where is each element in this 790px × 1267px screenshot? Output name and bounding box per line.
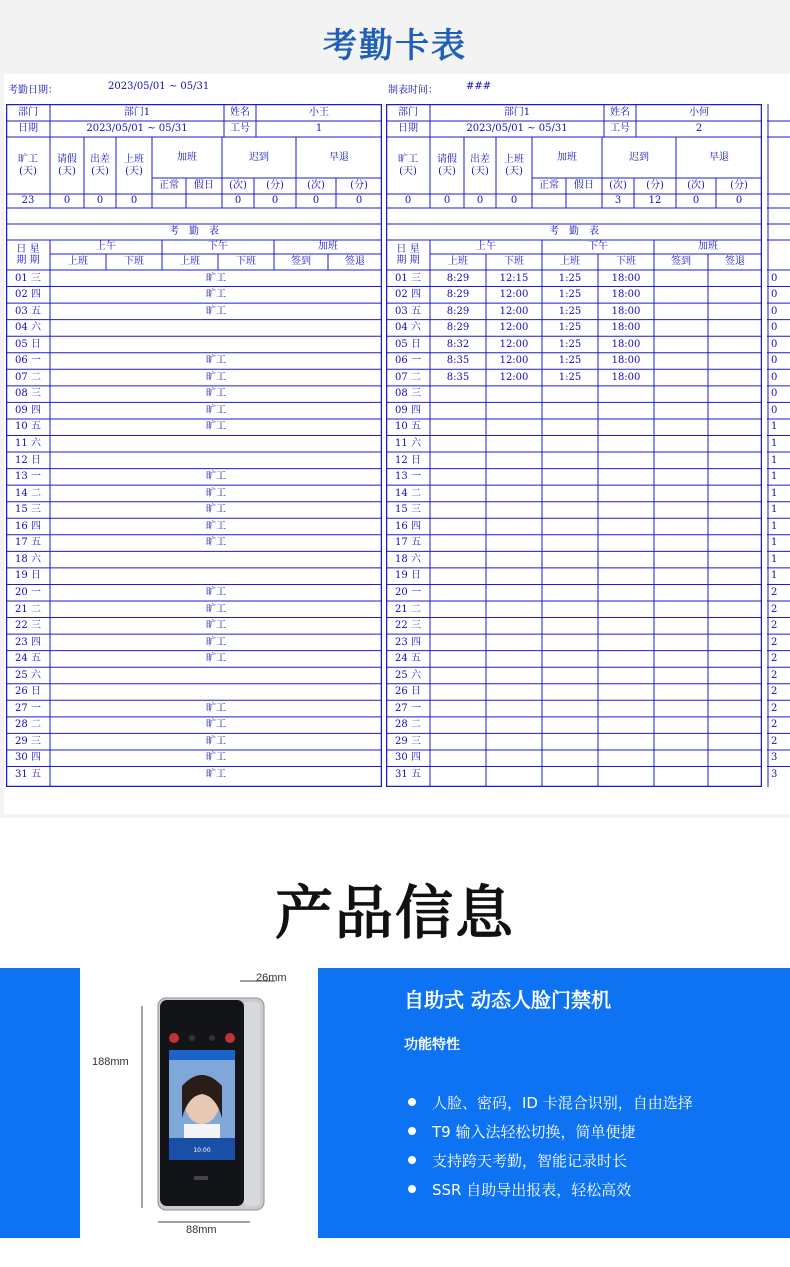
overtime-holiday-header: 假日 — [574, 180, 594, 192]
feature-section-title: 功能特性 — [404, 1037, 460, 1053]
day-label: 18 六 — [15, 553, 41, 565]
absence-mark: 旷工 — [206, 586, 226, 598]
absence-mark: 旷工 — [206, 355, 226, 367]
clock-out-am-header: 下班 — [124, 256, 144, 268]
absence-mark: 旷工 — [206, 769, 226, 781]
partial-day-label: 0 — [771, 305, 778, 317]
absence-mark — [50, 436, 382, 453]
name-value: 小王 — [309, 106, 329, 118]
day-label: 05 日 — [395, 338, 421, 350]
product-feature-panel — [318, 968, 790, 1238]
morning-header: 上午 — [96, 241, 116, 253]
partial-day-label: 2 — [771, 586, 778, 598]
absence-mark: 旷工 — [206, 388, 226, 400]
day-label: 06 一 — [395, 355, 421, 367]
time-cell: 1:25 — [558, 305, 582, 317]
day-weekday-header: 日 星 期 期 — [16, 243, 40, 266]
trip-days-header: 出差 (天) — [90, 154, 110, 177]
absence-mark: 旷工 — [206, 620, 226, 632]
summary-cell: 0 — [312, 195, 320, 207]
day-label: 28 二 — [395, 719, 421, 731]
day-label: 25 六 — [15, 669, 41, 681]
day-label: 01 三 — [395, 272, 421, 284]
day-label: 03 五 — [15, 305, 41, 317]
height-dimension: 188mm — [92, 1056, 129, 1068]
absence-mark — [50, 568, 382, 585]
bullet-icon — [408, 1098, 416, 1106]
summary-cell: 0 — [271, 195, 279, 207]
afternoon-header: 下午 — [208, 241, 228, 253]
partial-day-label: 0 — [771, 322, 778, 334]
absence-mark: 旷工 — [206, 371, 226, 383]
summary-cell: 0 — [443, 195, 451, 207]
late-minutes-header: (分) — [646, 180, 664, 192]
absence-mark — [50, 684, 382, 701]
time-cell: 18:00 — [611, 322, 641, 334]
partial-day-label: 0 — [771, 355, 778, 367]
summary-cell: 12 — [648, 195, 662, 207]
day-label: 08 三 — [15, 388, 41, 400]
absence-mark: 旷工 — [206, 653, 226, 665]
absence-mark — [50, 551, 382, 568]
summary-cell: 0 — [234, 195, 242, 207]
early-count-header: (次) — [307, 180, 325, 192]
early-leave-header: 早退 — [329, 151, 349, 163]
leave-days-header: 请假 (天) — [57, 154, 77, 177]
partial-day-label: 2 — [771, 735, 778, 747]
day-label: 07 二 — [15, 371, 41, 383]
day-label: 16 四 — [395, 520, 421, 532]
day-label: 14 二 — [15, 487, 41, 499]
day-label: 24 五 — [395, 653, 421, 665]
partial-day-label: 0 — [771, 338, 778, 350]
clock-in-am-header: 上班 — [448, 256, 468, 268]
time-cell: 1:25 — [558, 338, 582, 350]
overtime-sign-in-header: 签到 — [671, 256, 691, 268]
summary-cell — [566, 194, 602, 208]
day-label: 11 六 — [395, 438, 421, 450]
time-cell: 1:25 — [558, 289, 582, 301]
late-count-header: (次) — [609, 180, 627, 192]
summary-cell: 0 — [735, 195, 743, 207]
dept-value: 部门1 — [503, 106, 531, 118]
trip-days-header: 出差 (天) — [470, 154, 490, 177]
summary-cell: 0 — [355, 195, 363, 207]
time-cell: 1:25 — [558, 322, 582, 334]
sheet-title: 考 勤 表 — [169, 226, 219, 238]
partial-day-label: 0 — [771, 289, 778, 301]
summary-cell: 0 — [692, 195, 700, 207]
day-label: 26 日 — [15, 686, 41, 698]
summary-cell: 0 — [510, 195, 518, 207]
clock-out-am-header: 下班 — [504, 256, 524, 268]
day-label: 12 日 — [395, 454, 421, 466]
clock-out-pm-header: 下班 — [616, 256, 636, 268]
day-label: 09 四 — [15, 404, 41, 416]
day-label: 19 日 — [15, 570, 41, 582]
partial-day-label: 1 — [771, 520, 778, 532]
day-label: 29 三 — [15, 735, 41, 747]
day-label: 28 二 — [15, 719, 41, 731]
morning-header: 上午 — [476, 241, 496, 253]
summary-cell: 0 — [96, 195, 104, 207]
id-label: 工号 — [610, 123, 630, 135]
partial-day-label: 0 — [771, 272, 778, 284]
partial-day-label: 1 — [771, 454, 778, 466]
day-label: 20 一 — [395, 586, 421, 598]
day-label: 09 四 — [395, 404, 421, 416]
dept-label: 部门 — [18, 106, 38, 118]
blue-accent-left — [0, 968, 80, 1238]
partial-day-label: 0 — [771, 404, 778, 416]
absence-mark — [50, 320, 382, 337]
partial-day-label: 2 — [771, 620, 778, 632]
clock-in-pm-header: 上班 — [560, 256, 580, 268]
overtime-sign-in-header: 签到 — [291, 256, 311, 268]
time-cell: 18:00 — [611, 289, 641, 301]
absent-days-header: 旷工 (天) — [18, 154, 38, 177]
summary-cell: 23 — [21, 195, 35, 207]
bullet-icon — [408, 1127, 416, 1135]
partial-day-label: 1 — [771, 421, 778, 433]
day-label: 25 六 — [395, 669, 421, 681]
partial-day-label: 2 — [771, 669, 778, 681]
partial-day-label: 2 — [771, 653, 778, 665]
partial-day-label: 2 — [771, 603, 778, 615]
day-label: 03 五 — [395, 305, 421, 317]
day-label: 23 四 — [15, 636, 41, 648]
absence-mark — [50, 452, 382, 469]
day-label: 04 六 — [395, 322, 421, 334]
day-label: 01 三 — [15, 272, 41, 284]
id-value: 1 — [315, 123, 323, 135]
time-cell: 8:35 — [446, 355, 470, 367]
id-value: 2 — [695, 123, 703, 135]
overtime-sign-out-header: 签退 — [725, 256, 745, 268]
name-label: 姓名 — [610, 106, 630, 118]
partial-day-label: 3 — [771, 752, 778, 764]
early-minutes-header: (分) — [730, 180, 748, 192]
overtime-sign-out-header: 签退 — [345, 256, 365, 268]
time-cell: 18:00 — [611, 355, 641, 367]
late-header: 迟到 — [629, 151, 649, 163]
screen-clock: 10:00 — [193, 1147, 211, 1154]
day-label: 17 五 — [395, 537, 421, 549]
sheet-title: 考 勤 表 — [549, 226, 599, 238]
partial-day-label: 2 — [771, 719, 778, 731]
clock-in-pm-header: 上班 — [180, 256, 200, 268]
feature-item: T9 输入法轻松切换，简单便捷 — [432, 1123, 636, 1141]
overtime-section-header: 加班 — [318, 241, 338, 253]
day-label: 18 六 — [395, 553, 421, 565]
overtime-header: 加班 — [177, 151, 197, 163]
day-label: 26 日 — [395, 686, 421, 698]
partial-day-label: 2 — [771, 686, 778, 698]
day-label: 02 四 — [15, 289, 41, 301]
clock-out-pm-header: 下班 — [236, 256, 256, 268]
day-label: 17 五 — [15, 537, 41, 549]
late-minutes-header: (分) — [266, 180, 284, 192]
late-header: 迟到 — [249, 151, 269, 163]
late-count-header: (次) — [229, 180, 247, 192]
absence-mark: 旷工 — [206, 719, 226, 731]
absence-mark: 旷工 — [206, 702, 226, 714]
made-time-value: ### — [466, 81, 492, 92]
width-dimension: 88mm — [186, 1224, 217, 1236]
day-label: 15 三 — [395, 504, 421, 516]
partial-day-label: 0 — [771, 388, 778, 400]
day-label: 31 五 — [395, 769, 421, 781]
day-label: 15 三 — [15, 504, 41, 516]
day-label: 22 三 — [15, 620, 41, 632]
time-cell: 12:15 — [499, 272, 529, 284]
depth-dimension: 26mm — [256, 972, 287, 984]
day-label: 27 一 — [395, 702, 421, 714]
day-label: 14 二 — [395, 487, 421, 499]
partial-day-label: 1 — [771, 471, 778, 483]
absence-mark: 旷工 — [206, 471, 226, 483]
absence-mark: 旷工 — [206, 504, 226, 516]
product-name: 自助式 动态人脸门禁机 — [404, 988, 611, 1012]
early-leave-header: 早退 — [709, 151, 729, 163]
overtime-normal-header: 正常 — [539, 180, 559, 192]
time-cell: 1:25 — [558, 355, 582, 367]
time-cell: 8:35 — [446, 371, 470, 383]
time-cell: 18:00 — [611, 371, 641, 383]
partial-day-label: 3 — [771, 769, 778, 781]
summary-cell: 0 — [476, 195, 484, 207]
time-cell: 1:25 — [558, 272, 582, 284]
day-label: 10 五 — [15, 421, 41, 433]
day-label: 31 五 — [15, 769, 41, 781]
partial-day-label: 0 — [771, 371, 778, 383]
day-label: 02 四 — [395, 289, 421, 301]
day-label: 30 四 — [395, 752, 421, 764]
day-label: 08 三 — [395, 388, 421, 400]
name-label: 姓名 — [230, 106, 250, 118]
feature-item: SSR 自助导出报表，轻松高效 — [432, 1181, 632, 1199]
absence-mark: 旷工 — [206, 735, 226, 747]
partial-day-label: 1 — [771, 570, 778, 582]
dept-value: 部门1 — [123, 106, 151, 118]
bullet-icon — [408, 1185, 416, 1193]
attendance-card-1 — [6, 104, 382, 787]
date-range-value: 2023/05/01 ~ 05/31 — [108, 81, 210, 92]
day-label: 19 日 — [395, 570, 421, 582]
day-label: 12 日 — [15, 454, 41, 466]
summary-cell: 0 — [63, 195, 71, 207]
absence-mark: 旷工 — [206, 752, 226, 764]
day-label: 06 一 — [15, 355, 41, 367]
id-label: 工号 — [230, 123, 250, 135]
time-cell: 12:00 — [499, 338, 529, 350]
timesheet-scan — [4, 74, 790, 814]
absence-mark: 旷工 — [206, 305, 226, 317]
absence-mark: 旷工 — [206, 487, 226, 499]
partial-day-label: 2 — [771, 702, 778, 714]
time-cell: 8:29 — [446, 305, 470, 317]
time-cell: 12:00 — [499, 355, 529, 367]
early-count-header: (次) — [687, 180, 705, 192]
day-label: 21 二 — [15, 603, 41, 615]
day-label: 23 四 — [395, 636, 421, 648]
summary-cell — [532, 194, 566, 208]
time-cell: 8:29 — [446, 322, 470, 334]
time-cell: 18:00 — [611, 305, 641, 317]
day-label: 29 三 — [395, 735, 421, 747]
date-label: 日期 — [18, 123, 38, 135]
absent-days-header: 旷工 (天) — [398, 154, 418, 177]
time-cell: 12:00 — [499, 322, 529, 334]
time-cell: 18:00 — [611, 272, 641, 284]
summary-cell — [186, 194, 222, 208]
time-cell: 1:25 — [558, 371, 582, 383]
absence-mark: 旷工 — [206, 421, 226, 433]
dept-label: 部门 — [398, 106, 418, 118]
day-label: 10 五 — [395, 421, 421, 433]
absence-mark: 旷工 — [206, 520, 226, 532]
made-time-label: 制表时间： — [388, 85, 438, 96]
day-label: 05 日 — [15, 338, 41, 350]
summary-cell: 3 — [614, 195, 622, 207]
day-label: 13 一 — [15, 471, 41, 483]
absence-mark: 旷工 — [206, 289, 226, 301]
work-days-header: 上班 (天) — [504, 154, 524, 177]
time-cell: 8:32 — [446, 338, 470, 350]
day-label: 30 四 — [15, 752, 41, 764]
date-range-label: 考勤日期： — [8, 85, 58, 96]
early-minutes-header: (分) — [350, 180, 368, 192]
time-cell: 8:29 — [446, 272, 470, 284]
leave-days-header: 请假 (天) — [437, 154, 457, 177]
afternoon-header: 下午 — [588, 241, 608, 253]
partial-day-label: 1 — [771, 537, 778, 549]
time-cell: 12:00 — [499, 289, 529, 301]
clock-in-am-header: 上班 — [68, 256, 88, 268]
name-value: 小何 — [689, 106, 709, 118]
absence-mark: 旷工 — [206, 636, 226, 648]
overtime-section-header: 加班 — [698, 241, 718, 253]
attendance-card-2 — [386, 104, 762, 787]
day-label: 27 一 — [15, 702, 41, 714]
day-label: 21 二 — [395, 603, 421, 615]
partial-day-label: 1 — [771, 553, 778, 565]
day-weekday-header: 日 星 期 期 — [396, 243, 420, 266]
partial-day-label: 1 — [771, 487, 778, 499]
date-value: 2023/05/01 ~ 05/31 — [466, 123, 568, 135]
date-label: 日期 — [398, 123, 418, 135]
day-label: 16 四 — [15, 520, 41, 532]
work-days-header: 上班 (天) — [124, 154, 144, 177]
absence-mark: 旷工 — [206, 272, 226, 284]
product-info-title: 产品信息 — [274, 879, 515, 947]
day-label: 13 一 — [395, 471, 421, 483]
timesheet-title: 考勤卡表 — [323, 26, 467, 66]
summary-cell: 0 — [130, 195, 138, 207]
day-label: 24 五 — [15, 653, 41, 665]
time-cell: 8:29 — [446, 289, 470, 301]
feature-item: 人脸、密码，ID 卡混合识别，自由选择 — [432, 1094, 693, 1112]
day-label: 07 二 — [395, 371, 421, 383]
date-value: 2023/05/01 ~ 05/31 — [86, 123, 188, 135]
absence-mark: 旷工 — [206, 537, 226, 549]
absence-mark: 旷工 — [206, 404, 226, 416]
absence-mark — [50, 336, 382, 353]
partial-day-label: 1 — [771, 504, 778, 516]
day-label: 04 六 — [15, 322, 41, 334]
absence-mark — [50, 667, 382, 684]
feature-item: 支持跨天考勤，智能记录时长 — [432, 1152, 628, 1170]
day-label: 11 六 — [15, 438, 41, 450]
time-cell: 12:00 — [499, 305, 529, 317]
time-cell: 18:00 — [611, 338, 641, 350]
partial-day-label: 1 — [771, 438, 778, 450]
partial-day-label: 2 — [771, 636, 778, 648]
device-image — [80, 968, 318, 1238]
bullet-icon — [408, 1156, 416, 1164]
absence-mark: 旷工 — [206, 603, 226, 615]
overtime-holiday-header: 假日 — [194, 180, 214, 192]
overtime-normal-header: 正常 — [159, 180, 179, 192]
time-cell: 12:00 — [499, 371, 529, 383]
attendance-card-3-partial — [767, 104, 790, 787]
day-label: 22 三 — [395, 620, 421, 632]
day-label: 20 一 — [15, 586, 41, 598]
summary-cell: 0 — [404, 195, 412, 207]
overtime-header: 加班 — [557, 151, 577, 163]
summary-cell — [152, 194, 186, 208]
